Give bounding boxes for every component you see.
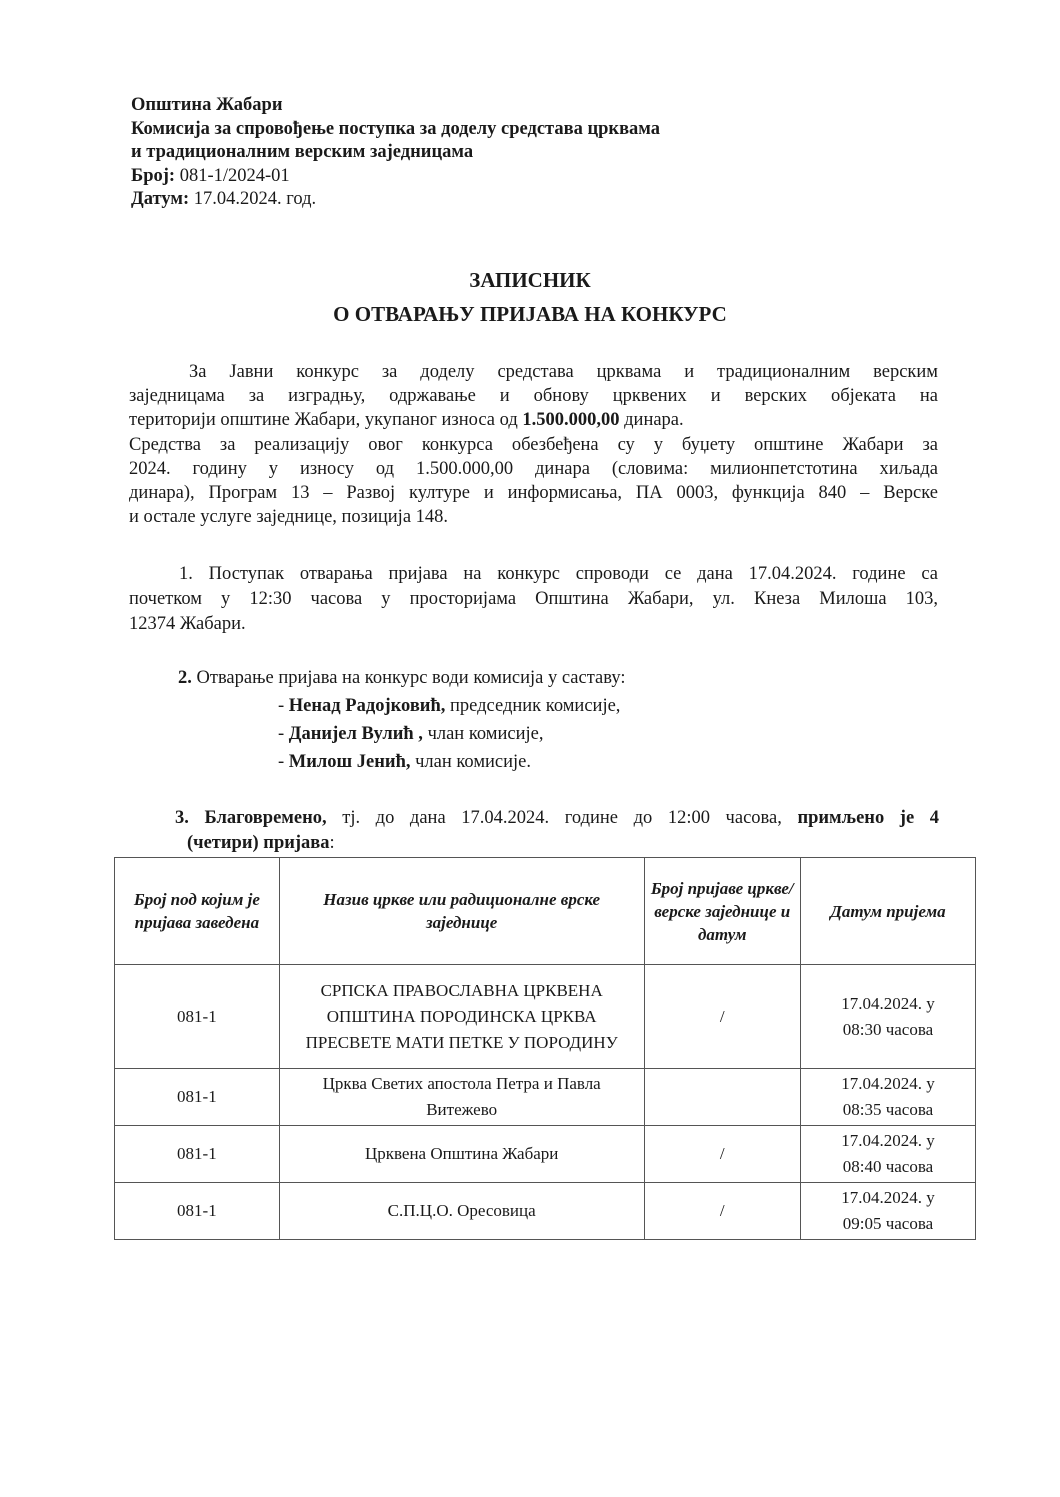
member-role: члан комисије. xyxy=(415,752,532,772)
cell-registration-number: 081-1 xyxy=(115,1069,280,1126)
table-row xyxy=(115,1183,976,1240)
cell-application-number: / xyxy=(644,1126,800,1183)
date-value: 17.04.2024. год. xyxy=(193,189,317,209)
receipt-time: 08:35 часова xyxy=(842,1100,934,1119)
member-role: председник комисије, xyxy=(450,696,621,716)
document-date xyxy=(131,188,660,212)
cell-receipt-date xyxy=(800,1183,975,1240)
item-1 xyxy=(129,562,938,637)
item-3 xyxy=(175,806,939,856)
municipality-name: Општина Жабари xyxy=(131,95,283,115)
intro-p1-line2: заједницама за изградњу, одржавање и обнову црквених и верских објеката на xyxy=(129,386,938,407)
date-label: Датум: xyxy=(131,189,190,209)
cell-receipt-date xyxy=(800,1126,975,1183)
document-subtitle: О ОТВАРАЊУ ПРИЈАВА НА КОНКУРС xyxy=(333,302,727,326)
item-3-colon: : xyxy=(329,833,335,853)
receipt-time: 08:40 часова xyxy=(842,1157,934,1176)
cell-receipt-date xyxy=(800,965,975,1069)
table-header-row xyxy=(115,858,976,965)
intro-p1-line3-currency: динара. xyxy=(624,410,684,431)
header-application-number: Број пријаве цркве/верске заједнице и датум xyxy=(644,858,800,965)
member-name: Милош Јенић, xyxy=(288,752,411,772)
item-2-text: Отварање пријава на конкурс води комисија у саставу: xyxy=(196,668,626,688)
receipt-date: 17.04.2024. у xyxy=(841,1188,935,1207)
commission-member: - Ненад Радојковић, председник комисије, xyxy=(278,696,621,716)
cell-application-number: / xyxy=(644,965,800,1069)
intro-p1-line3-text: територији општине Жабари, укупаног износа од xyxy=(129,410,518,431)
header-registration-number: Број под којим је пријава заведена xyxy=(115,858,280,965)
cell-church-name: Црква Светих апостола Петра и Павла Витежево xyxy=(279,1069,644,1126)
document-header xyxy=(131,94,660,212)
item-3-line2 xyxy=(175,831,939,856)
cell-receipt-date xyxy=(800,1069,975,1126)
number-value: 081-1/2024-01 xyxy=(179,165,290,186)
cell-application-number xyxy=(644,1069,800,1126)
item-3-line1 xyxy=(175,806,939,831)
commission-name-line2: и традиционалним верским заједницама xyxy=(131,142,474,162)
intro-p2-line1: Средства за реализацију овог конкурса обезбеђена су у буџету општине Жабари за xyxy=(129,434,938,455)
document-title: ЗАПИСНИК xyxy=(469,268,591,292)
total-amount: 1.500.000,00 xyxy=(522,410,620,431)
intro-p2-line4: и остале услуге заједнице, позиција 148. xyxy=(129,507,449,528)
commission-name-line1: Комисија за спровођење поступка за доделу средстава црквама xyxy=(131,118,661,139)
cell-registration-number: 081-1 xyxy=(115,1126,280,1183)
cell-church-name: Црквена Општина Жабари xyxy=(279,1126,644,1183)
item-3-count: (четири) пријава xyxy=(187,833,330,853)
item-1-line3: 12374 Жабари. xyxy=(129,614,246,634)
member-name: Данијел Вулић , xyxy=(288,724,423,744)
receipt-date: 17.04.2024. у xyxy=(841,993,935,1013)
item-3-number: 3. Благовремено, xyxy=(175,808,327,828)
member-role: члан комисије, xyxy=(427,724,544,744)
cell-registration-number: 081-1 xyxy=(115,1183,280,1240)
intro-p2-line3: динара), Програм 13 – Развој културе и информисања, ПА 0003, функција 840 – Верске xyxy=(129,483,938,504)
table-row xyxy=(115,1069,976,1126)
table-row xyxy=(115,1126,976,1183)
member-name: Ненад Радојковић, xyxy=(288,696,446,716)
commission-member: - Милош Јенић, члан комисије. xyxy=(278,752,532,772)
intro-p1-line3 xyxy=(129,408,938,432)
receipt-date: 17.04.2024. у xyxy=(841,1074,935,1093)
number-label: Број: xyxy=(131,165,176,186)
receipt-time: 08:30 часова xyxy=(842,1019,934,1039)
header-receipt-date: Датум пријема xyxy=(800,858,975,965)
receipt-date: 17.04.2024. у xyxy=(841,1131,935,1150)
cell-application-number: / xyxy=(644,1183,800,1240)
item-1-line2: почетком у 12:30 часова у просторијама Општина Жабари, ул. Кнеза Милоша 103, xyxy=(129,589,938,609)
item-2-number: 2. xyxy=(178,668,192,688)
header-church-name: Назив цркве или радиционалне врске заједнице xyxy=(279,858,644,965)
intro-p2-line2: 2024. годину у износу од 1.500.000,00 динара (словима: милионпетстотина хиљада xyxy=(129,458,938,479)
item-3-text: тј. до дана 17.04.2024. године до 12:00 часова, xyxy=(342,808,782,828)
table-row xyxy=(115,965,976,1069)
commission-member: - Данијел Вулић , члан комисије, xyxy=(278,724,544,744)
item-3-received: примљено је 4 xyxy=(797,808,940,828)
applications-table xyxy=(114,857,976,1240)
item-2-intro xyxy=(178,664,625,692)
intro-section xyxy=(129,360,938,529)
intro-p1-line1: За Јавни конкурс за доделу средстава црквама и традиционалним верским xyxy=(189,362,938,382)
receipt-time: 09:05 часова xyxy=(842,1214,934,1233)
item-2 xyxy=(178,664,625,776)
cell-church-name: С.П.Ц.О. Оресовица xyxy=(279,1183,644,1240)
item-1-line1: 1. Поступак отварања пријава на конкурс спроводи се дана 17.04.2024. године са xyxy=(179,564,938,584)
cell-church-name: СРПСКА ПРАВОСЛАВНА ЦРКВЕНА ОПШТИНА ПОРОДИНСКА ЦРКВА ПРЕСВЕТЕ МАТИ ПЕТКЕ У ПОРОДИНУ xyxy=(279,965,644,1069)
document-number xyxy=(131,165,660,189)
cell-registration-number: 081-1 xyxy=(115,965,280,1069)
